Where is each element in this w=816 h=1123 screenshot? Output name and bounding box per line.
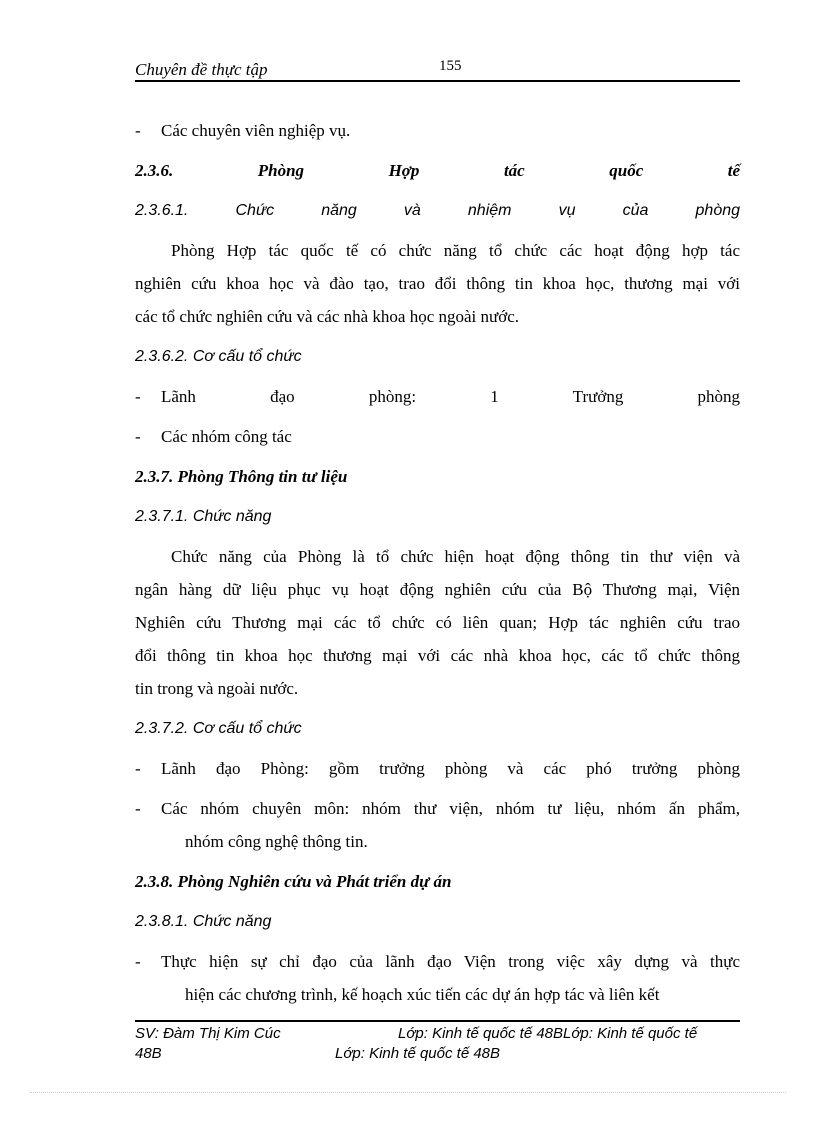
page-number: 155 [439, 58, 462, 74]
bullet-text: Các nhóm chuyên môn: nhóm thư viện, nhóm tư liệu, nhóm ấn phẩm, [161, 799, 740, 818]
paragraph-2-3-6 [135, 238, 740, 329]
paragraph-line: đổi thông tin khoa học thương mại với các nhà khoa học, các tổ chức thông [135, 646, 740, 665]
heading-2-3-7-1: 2.3.7.1. Chức năng [135, 508, 272, 525]
paragraph-line: nghiên cứu khoa học và đào tạo, trao đổi thông tin khoa học, thương mại với [135, 274, 740, 293]
bullet-item [135, 384, 740, 409]
bullet-dash: - [135, 387, 141, 406]
bullet-item [135, 118, 740, 143]
footer-class-repeat: Lớp: Kinh tế quốc tế 48BLớp: Kinh tế quốc tế [398, 1025, 698, 1042]
heading-2-3-6-1: 2.3.6.1. Chức năng và nhiệm vụ của phòng [135, 202, 741, 219]
paragraph-2-3-7 [135, 544, 740, 701]
footer-rule [135, 1020, 740, 1022]
bullet-text: Các chuyên viên nghiệp vụ. [161, 121, 351, 140]
paragraph-line: tin trong và ngoài nước. [135, 679, 299, 698]
paragraph-line: ngân hàng dữ liệu phục vụ hoạt động nghiên cứu của Bộ Thương mại, Viện [135, 580, 740, 599]
page-footer [135, 1020, 755, 1070]
heading-2-3-8: 2.3.8. Phòng Nghiên cứu và Phát triển dự án [135, 872, 452, 891]
header-title: Chuyên đề thực tập [135, 60, 268, 79]
paragraph-line: Nghiên cứu Thương mại các tổ chức có liên quan; Hợp tác nghiên cứu trao [135, 613, 740, 632]
bullet-continuation: nhóm công nghệ thông tin. [185, 832, 368, 851]
heading-2-3-6: 2.3.6. Phòng Hợp tác quốc tế [135, 161, 741, 180]
paragraph-line: Phòng Hợp tác quốc tế có chức năng tổ chức các hoạt động hợp tác [171, 241, 740, 260]
heading-2-3-6-2: 2.3.6.2. Cơ cấu tổ chức [135, 348, 302, 365]
bullet-text: Lãnh đạo Phòng: gồm trưởng phòng và các phó trưởng phòng [161, 759, 740, 778]
page-header [135, 56, 740, 82]
bullet-item [135, 756, 740, 781]
bullet-dash: - [135, 799, 141, 818]
footer-class: Lớp: Kinh tế quốc tế 48B [335, 1045, 501, 1062]
bullet-dash: - [135, 427, 141, 446]
paragraph-line: Chức năng của Phòng là tổ chức hiện hoạt động thông tin thư viện và [171, 547, 740, 566]
bullet-text: Các nhóm công tác [161, 427, 292, 446]
bullet-dash: - [135, 759, 141, 778]
bullet-dash: - [135, 121, 141, 140]
heading-2-3-7: 2.3.7. Phòng Thông tin tư liệu [135, 467, 348, 486]
page-bottom-border [30, 1092, 786, 1093]
bullet-item [135, 949, 740, 974]
footer-wrap: 48B [135, 1045, 162, 1062]
heading-2-3-8-1: 2.3.8.1. Chức năng [135, 913, 272, 930]
bullet-item-multiline [135, 949, 740, 1007]
bullet-text: Lãnh đạo phòng: 1 Trưởng phòng [161, 387, 741, 406]
bullet-text: Thực hiện sự chỉ đạo của lãnh đạo Viện trong việc xây dựng và thực [161, 952, 740, 971]
heading-2-3-7-2: 2.3.7.2. Cơ cấu tổ chức [135, 720, 302, 737]
footer-student: SV: Đàm Thị Kim Cúc [135, 1025, 281, 1042]
header-rule [135, 80, 740, 82]
bullet-item [135, 796, 740, 821]
bullet-item [135, 424, 740, 449]
document-body [135, 118, 740, 1022]
bullet-item-multiline [135, 796, 740, 854]
paragraph-line: các tổ chức nghiên cứu và các nhà khoa học ngoài nước. [135, 307, 520, 326]
bullet-continuation: hiện các chương trình, kế hoạch xúc tiến các dự án hợp tác và liên kết [185, 985, 660, 1004]
bullet-dash: - [135, 952, 141, 971]
